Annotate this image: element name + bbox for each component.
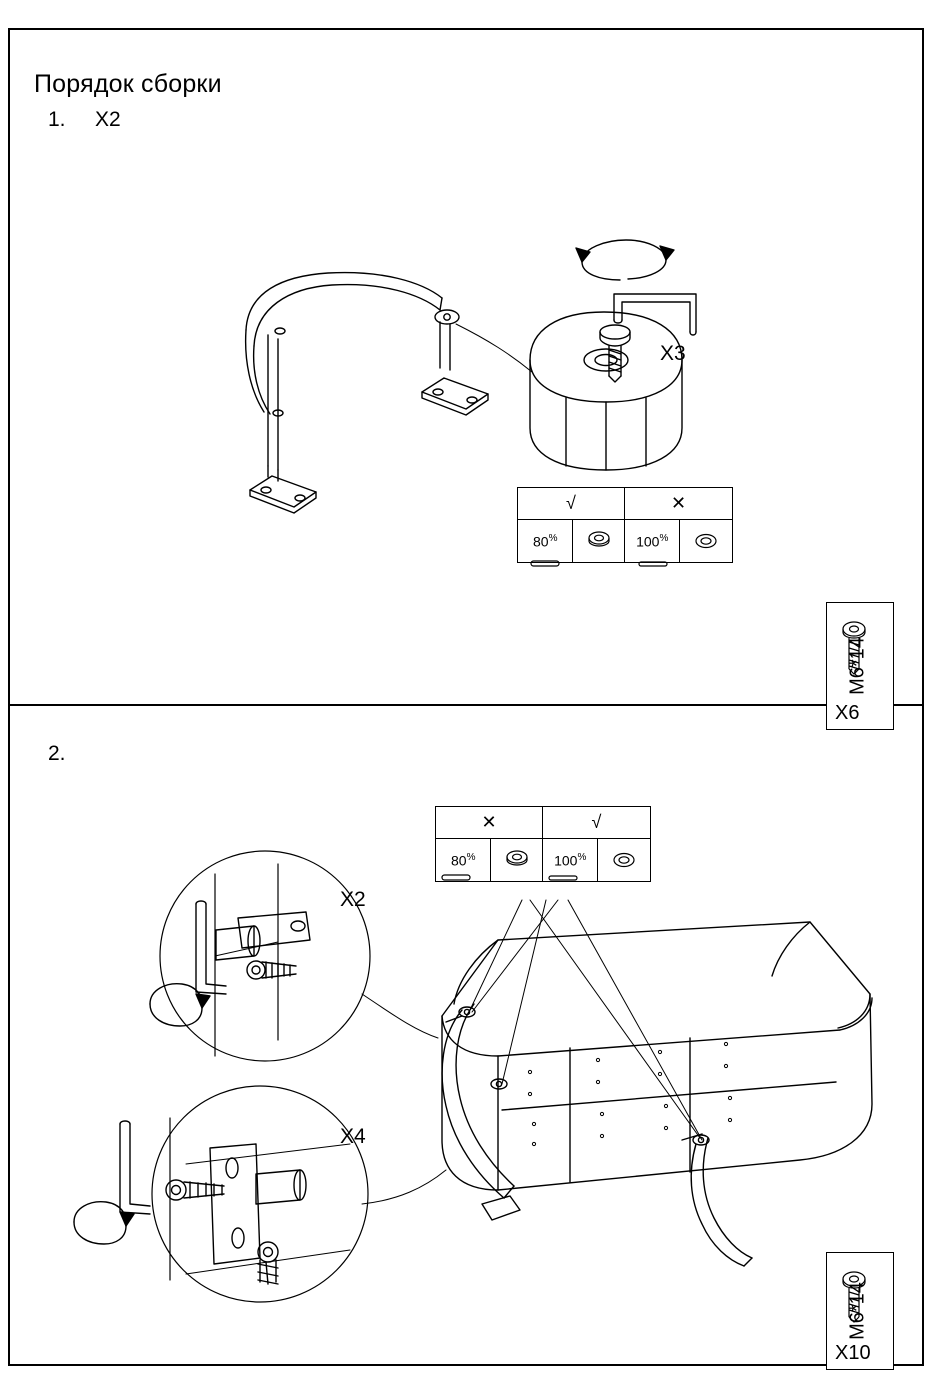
torque-percent-80: 80% [436, 839, 491, 881]
step-2-number: 2. [48, 742, 66, 765]
callout-x4-label: X4 [340, 1125, 366, 1148]
step-2-illustration [10, 704, 926, 1368]
instruction-page [8, 28, 924, 1366]
page-title: Порядок сборки [34, 70, 222, 98]
callout-x2-label: X2 [340, 888, 366, 911]
torque-mark-correct: √ [518, 488, 625, 520]
step-1-torque-table [517, 487, 733, 563]
part-count-label: X6 [835, 702, 860, 724]
step-2-torque-table [435, 806, 651, 882]
screw-head-correct-icon [598, 839, 650, 881]
step-1-parts-legend [826, 602, 894, 730]
torque-percent-100: 100% [543, 839, 598, 881]
screw-head-wrong-icon [680, 520, 732, 562]
screw-head-correct-icon [573, 520, 625, 562]
torque-mark-wrong: ✕ [625, 488, 732, 520]
screw-head-wrong-icon [491, 839, 543, 881]
torque-percent-80: 80% [518, 520, 573, 562]
step-1-table-washer-glyphs [10, 30, 926, 704]
torque-percent-100: 100% [625, 520, 680, 562]
step-1-quantity: X2 [95, 108, 121, 131]
section-divider [10, 704, 922, 706]
part-size-label: M6*14 [846, 1282, 869, 1340]
step-1-illustration [10, 30, 926, 704]
step-1-number: 1. [48, 108, 66, 131]
part-count-label: X10 [835, 1342, 871, 1364]
torque-mark-wrong: ✕ [436, 807, 543, 839]
part-size-label: M6*14 [846, 637, 869, 695]
callout-x3-label: X3 [660, 342, 686, 365]
torque-mark-correct: √ [543, 807, 650, 839]
step-2-parts-legend [826, 1252, 894, 1370]
step-2-table-washer-glyphs [10, 704, 926, 1368]
